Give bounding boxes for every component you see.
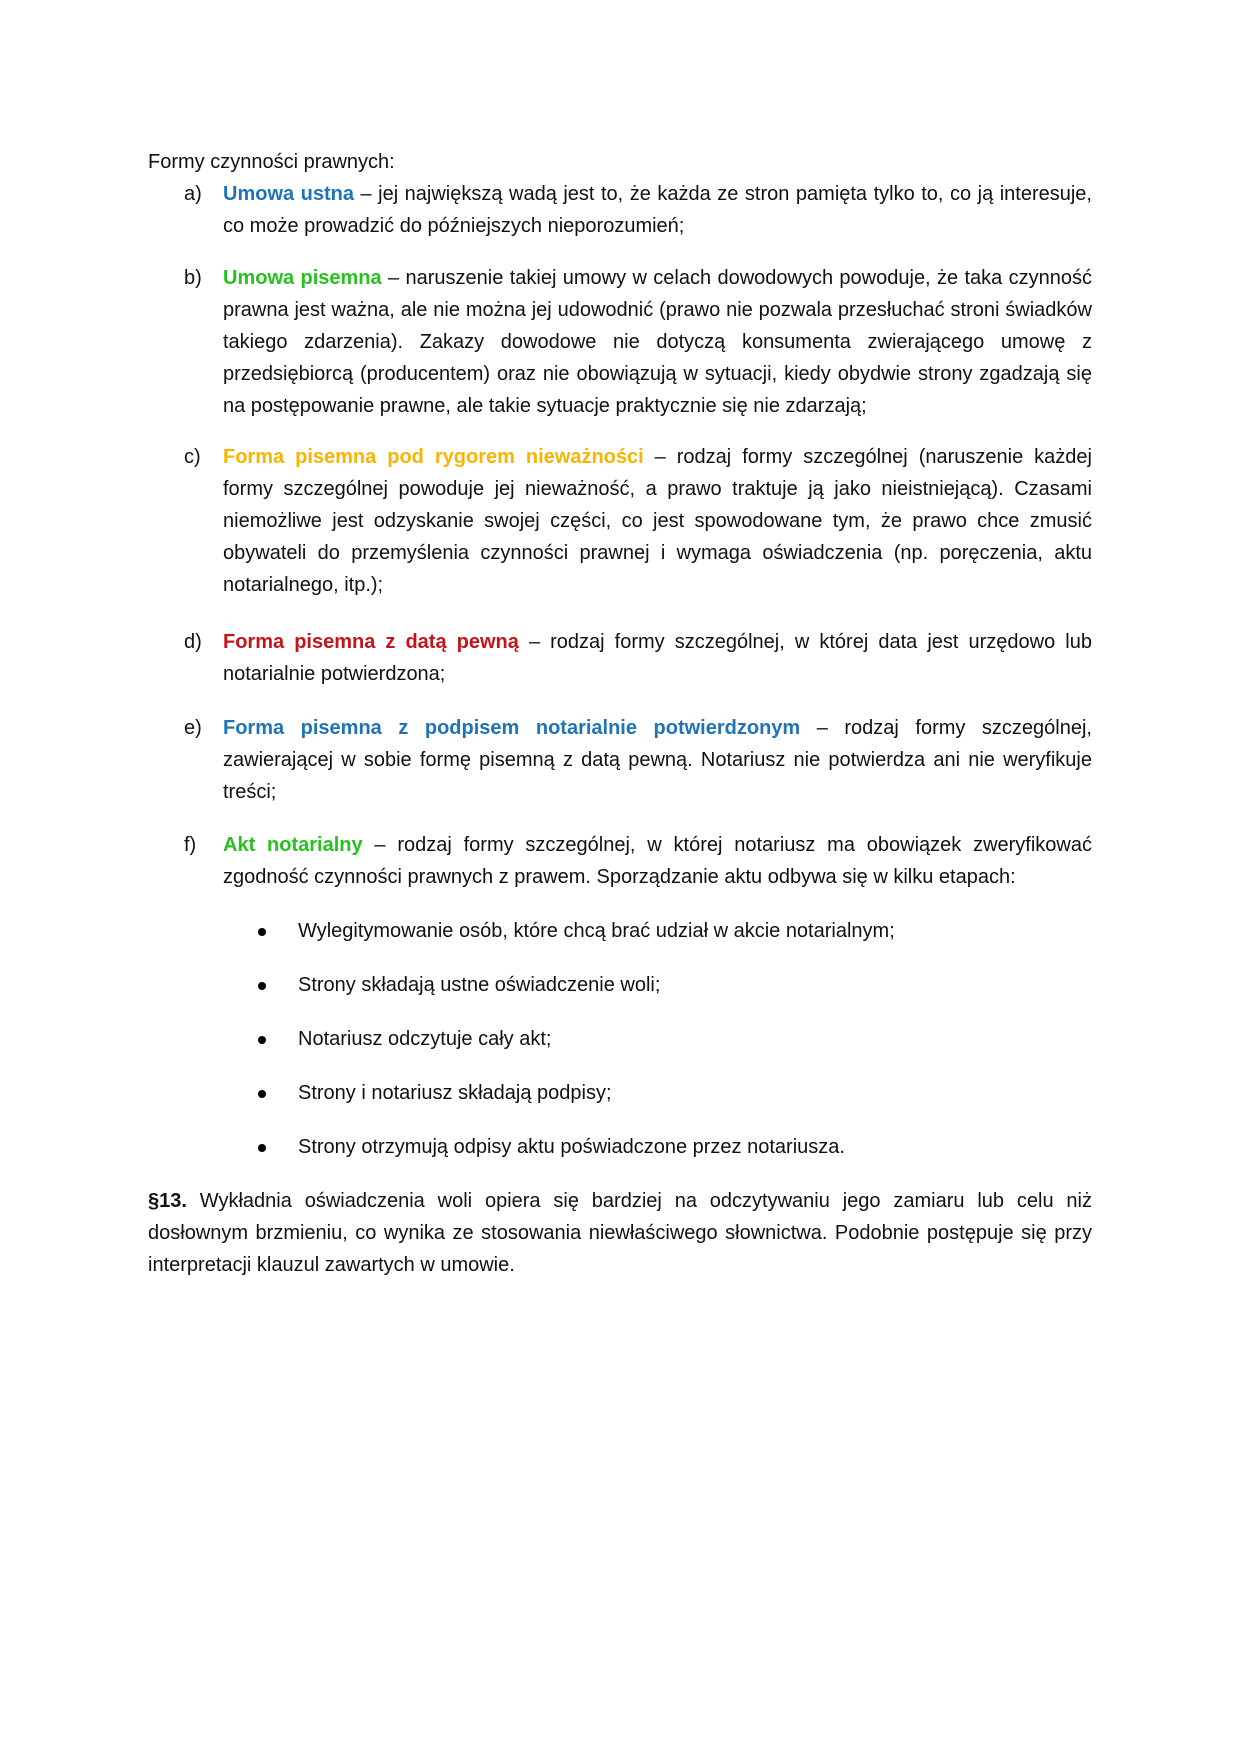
item-description: – rodzaj formy szczególnej, zawierającej w sobie formę pisemną z datą pewną. Notariusz nie potwierdza ani nie weryfikuje treści; bbox=[223, 717, 1092, 803]
bullet-dot-icon bbox=[258, 1090, 266, 1098]
list-marker: b) bbox=[184, 267, 202, 289]
list-item-b bbox=[148, 262, 1092, 422]
list-item-e bbox=[148, 712, 1092, 808]
list-marker: a) bbox=[184, 183, 202, 205]
item-description: – rodzaj formy szczególnej, w której data jest urzędowo lub notarialnie potwierdzona; bbox=[223, 631, 1092, 685]
item-description: – jej największą wadą jest to, że każda ze stron pamięta tylko to, co ją interesuje, co może prowadzić do późniejszych nieporozumień; bbox=[223, 183, 1092, 237]
list-item-f bbox=[148, 829, 1092, 893]
item-description: – rodzaj formy szczególnej (naruszenie każdej formy szczególnej powoduje jej nieważność, a prawo traktuje ją jako nieistniejącą). Czasami niemożliwe jest odzyskanie swojej części, co jest spowodowane tym, że prawo chce zmusić obywateli do przemyślenia czynności prawnej i wymaga oświadczenia (np. poręczenia, aktu notarialnego, itp.); bbox=[223, 446, 1092, 596]
list-item-a bbox=[148, 178, 1092, 242]
bullet-text: Strony otrzymują odpisy aktu poświadczone przez notariusza. bbox=[298, 1136, 845, 1158]
list-item-text bbox=[223, 829, 1092, 893]
bullet-dot-icon bbox=[258, 982, 266, 990]
list-item-text bbox=[223, 626, 1092, 690]
term-forma-z-podpisem: Forma pisemna z podpisem notarialnie potwierdzonym bbox=[223, 717, 801, 739]
list-item-d bbox=[148, 626, 1092, 690]
term-forma-pisemna-pod-rygorem: Forma pisemna pod rygorem nieważności bbox=[223, 446, 644, 468]
bullet-dot-icon bbox=[258, 1036, 266, 1044]
list-marker: f) bbox=[184, 834, 197, 856]
list-item-c bbox=[148, 441, 1092, 601]
term-umowa-ustna: Umowa ustna bbox=[223, 183, 354, 205]
term-umowa-pisemna: Umowa pisemna bbox=[223, 267, 382, 289]
bullet-dot-icon bbox=[258, 928, 266, 936]
section-text: Wykładnia oświadczenia woli opiera się bardziej na odczytywaniu jego zamiaru lub celu niż dosłownym brzmieniu, co wynika ze stosowania niewłaściwego słownictwa. Podobnie postępuje się przy interpretacji klauzul zawartych w umowie. bbox=[148, 1190, 1092, 1276]
bullet-text: Strony składają ustne oświadczenie woli; bbox=[298, 974, 661, 996]
section-label: §13. bbox=[148, 1190, 187, 1212]
item-description: – rodzaj formy szczególnej, w której notariusz ma obowiązek zweryfikować zgodność czynności prawnych z prawem. Sporządzanie aktu odbywa się w kilku etapach: bbox=[223, 834, 1092, 888]
list-item-text bbox=[223, 441, 1092, 601]
list-item-text bbox=[223, 262, 1092, 422]
list-item-text bbox=[223, 712, 1092, 808]
bullet-text: Wylegitymowanie osób, które chcą brać udział w akcie notarialnym; bbox=[298, 920, 895, 942]
section-13-paragraph bbox=[148, 1185, 1092, 1281]
list-marker: c) bbox=[184, 446, 201, 468]
bullet-dot-icon bbox=[258, 1144, 266, 1152]
term-forma-pisemna-z-data-pewna: Forma pisemna z datą pewną bbox=[223, 631, 519, 653]
term-akt-notarialny: Akt notarialny bbox=[223, 834, 363, 856]
list-marker: e) bbox=[184, 717, 202, 739]
bullet-text: Strony i notariusz składają podpisy; bbox=[298, 1082, 612, 1104]
list-item-text bbox=[223, 178, 1092, 242]
list-marker: d) bbox=[184, 631, 202, 653]
item-description: – naruszenie takiej umowy w celach dowodowych powoduje, że taka czynność prawna jest ważna, ale nie można jej udowodnić (prawo nie pozwala przesłuchać stroni świadków takiego zdarzenia). Zakazy dowodowe nie dotyczą konsumenta zwierającego umowę z przedsiębiorcą (producentem) oraz nie obowiązują w sytuacji, kiedy obydwie strony zgadzają się na postępowanie prawne, ale takie sytuacje praktycznie się nie zdarzają; bbox=[223, 267, 1093, 417]
bullet-text: Notariusz odczytuje cały akt; bbox=[298, 1028, 552, 1050]
document-heading: Formy czynności prawnych: bbox=[148, 151, 395, 173]
